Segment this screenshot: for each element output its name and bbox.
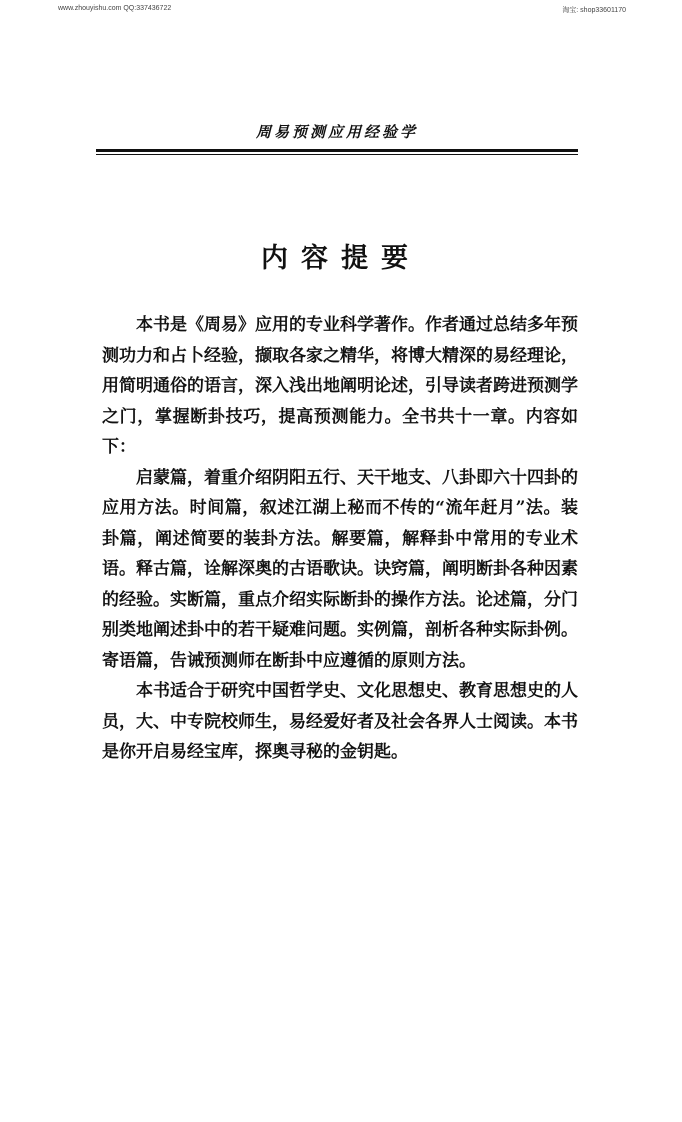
- body-text: [102, 310, 578, 768]
- page-title: 内容提要: [261, 243, 421, 274]
- website-text: www.zhouyishu.com QQ:337436722: [58, 5, 172, 12]
- header-rule-thin: [96, 154, 578, 155]
- shop-text: 淘宝: shop33601170: [562, 7, 626, 14]
- paragraph-intro: 本书是《周易》应用的专业科学著作。作者通过总结多年预测功力和占卜经验，撷取各家之精华，将博大精深的易经理论，用简明通俗的语言，深入浅出地阐明论述，引导读者跨进预测学之门，掌握断卦技巧，提高预测能力。全书共十一章。内容如下：: [102, 315, 578, 457]
- running-head: 周易预测应用经验学: [255, 123, 418, 141]
- paragraph-chapters: 启蒙篇，着重介绍阴阳五行、天干地支、八卦即六十四卦的应用方法。时间篇，叙述江湖上秘而不传的“流年赶月”法。装卦篇，阐述简要的装卦方法。解要篇，解释卦中常用的专业术语。释古篇，诠解深奥的古语歌诀。诀窍篇，阐明断卦各种因素的经验。实断篇，重点介绍实际断卦的操作方法。论述篇，分门别类地阐述卦中的若干疑难问题。实例篇，剖析各种实际卦例。寄语篇，告诫预测师在断卦中应遵循的原则方法。: [102, 467, 578, 671]
- scan-header: [0, 5, 682, 19]
- header-rule-thick: [96, 149, 578, 152]
- paragraph-audience: 本书适合于研究中国哲学史、文化思想史、教育思想史的人员，大、中专院校师生，易经爱好者及社会各界人士阅读。本书是你开启易经宝库，探奥寻秘的金钥匙。: [102, 681, 578, 762]
